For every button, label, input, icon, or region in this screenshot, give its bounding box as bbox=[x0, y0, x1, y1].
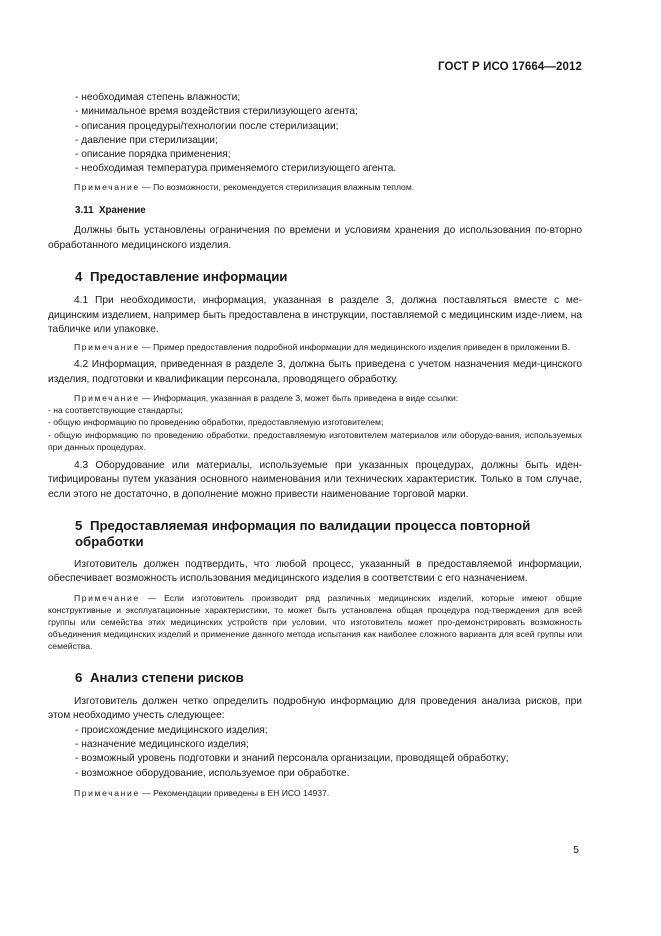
section-number: 6 bbox=[75, 669, 83, 685]
note-text: — По возможности, рекомендуется стерилизация влажным теплом. bbox=[139, 181, 415, 192]
doc-header-code: ГОСТ Р ИСО 17664—2012 bbox=[437, 61, 582, 73]
note-text: — Информация, указанная в разделе 3, может быть приведена в виде ссылки: bbox=[139, 393, 459, 404]
note-list-item: - общую информацию по проведению обработки, предоставляемую изготовителем; bbox=[48, 417, 384, 428]
section-title-line2: обработки bbox=[75, 534, 144, 550]
section-4-heading bbox=[48, 269, 582, 286]
note-4-2 bbox=[48, 392, 582, 404]
section-5-heading bbox=[48, 518, 582, 551]
section-6-heading bbox=[48, 670, 582, 687]
note-6 bbox=[48, 787, 582, 799]
note-prefix: Примечание bbox=[74, 592, 140, 603]
page-content bbox=[48, 91, 582, 799]
paragraph-4-2: 4.2 Информация, приведенная в разделе 3, должна быть приведена с учетом назначения меди-цинского изделия, подготовки и квалификации персонала, проводящего обработку. bbox=[48, 359, 582, 385]
list-item: - происхождение медицинского изделия; bbox=[75, 724, 268, 736]
note-prefix: Примечание bbox=[74, 393, 140, 404]
note-text: — Пример предоставления подробной информации для медицинского изделия приведен в приложении В. bbox=[139, 342, 570, 353]
top-list bbox=[48, 91, 582, 177]
paragraph-3-11: Должны быть установлены ограничения по времени и условиям хранения до использования по-вторно обработанного медицинского изделия. bbox=[48, 225, 582, 251]
list-item: - необходимая температура применяемого стерилизующего агента. bbox=[75, 163, 397, 175]
paragraph-6: Изготовитель должен четко определить подробную информацию для проведения анализа рисков, при этом необходимо учесть следующее: bbox=[48, 696, 582, 722]
note-text: — Рекомендации приведены в ЕН ИСО 14937. bbox=[139, 787, 330, 798]
list-item: - описание порядка применения; bbox=[75, 149, 231, 161]
paragraph-5: Изготовитель должен подтвердить, что любой процесс, указанный в предоставляемой информации, обеспечивает возможность использования медицинского изделия в соответствии с его назначением. bbox=[48, 558, 582, 585]
paragraph-4-3: 4.3 Оборудование или материалы, используемые при указанных процедурах, должны быть иден-тифицированы путем указания основного наименования или технических характеристик. Только в том случае, если этого не достаточно, в дополнение можно привести наименование торговой марки. bbox=[48, 460, 582, 500]
list-item: - давление при стерилизации; bbox=[75, 134, 218, 146]
list-item: - описания процедуры/технологии после стерилизации; bbox=[75, 120, 339, 132]
section-title: Анализ степени рисков bbox=[90, 669, 244, 685]
note-text: — Если изготовитель производит ряд различных медицинских изделий, которые имеют общие конструктивные и эксплуатационные характеристики, то может быть установлена общая процедура под-тверждения для всей группы или семейства этих медицинских устройств при условии, что изготовитель может про-демонстрировать возможность объединения медицинских изделий и применение данного метода испытания как наиболее сложного варианта для всей группы или семейства. bbox=[48, 592, 582, 652]
list-item: - необходимая степень влажности; bbox=[75, 92, 241, 103]
subsection-number: 3.11 bbox=[75, 204, 94, 216]
note-5 bbox=[48, 592, 582, 653]
list-item: - минимальное время воздействия стерилизующего агента; bbox=[75, 106, 358, 118]
page-number: 5 bbox=[573, 844, 579, 856]
section-number: 5 bbox=[75, 517, 83, 533]
subsection-title: Хранение bbox=[98, 204, 146, 216]
list-item: - возможный уровень подготовки и знаний персонала организации, проводящей обработку; bbox=[75, 753, 509, 765]
section-title: Предоставление информации bbox=[90, 268, 288, 284]
subsection-3-11-heading bbox=[48, 204, 582, 218]
section-number: 4 bbox=[75, 268, 83, 284]
list-item: - назначение медицинского изделия; bbox=[75, 738, 249, 750]
note-4-1 bbox=[48, 341, 582, 353]
note-prefix: Примечание bbox=[74, 787, 140, 798]
list-item: - возможное оборудование, используемое при обработке. bbox=[75, 767, 350, 779]
note-list-item: - на соответствующие стандарты; bbox=[48, 405, 183, 416]
note-list-item: - общую информацию по проведению обработки, предоставляемую изготовителем материалов или оборудо-вания, используемых при данных процедурах. bbox=[48, 429, 582, 452]
section-title-line1: Предоставляемая информация по валидации процесса повторной bbox=[90, 517, 531, 533]
note-prefix: Примечание bbox=[74, 342, 140, 353]
note-prefix: Примечание bbox=[74, 181, 140, 192]
note-sterilization bbox=[48, 181, 582, 193]
paragraph-4-1: 4.1 При необходимости, информация, указанная в разделе 3, должна поставляться вместе с ме-дицинским изделием, например быть предоставлена в инструкции, поставляемой с медицинским изде-лием, на табличке или упаковке. bbox=[48, 295, 582, 335]
